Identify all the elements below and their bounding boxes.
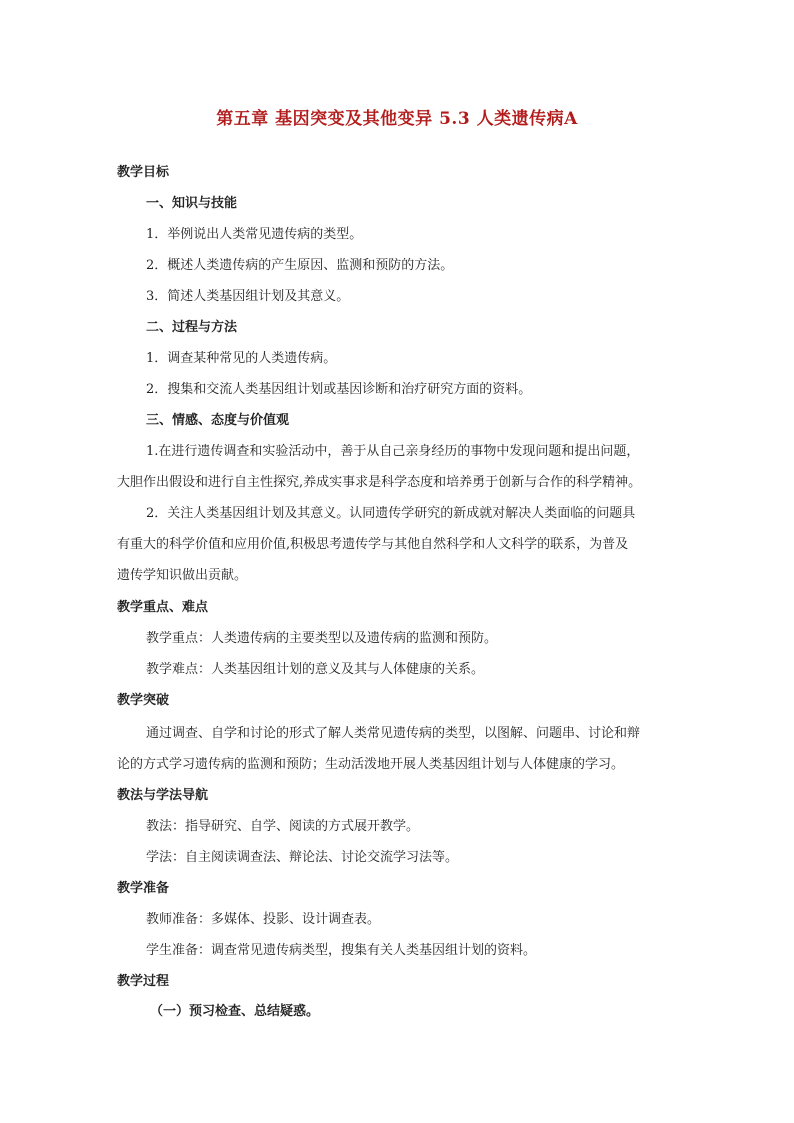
section-heading-methods: 教法与学法导航 (117, 788, 209, 803)
step-heading: （一）预习检查、总结疑惑。 (150, 1004, 320, 1019)
paragraph-line: 大胆作出假设和进行自主性探究,养成实事求是科学态度和培养勇于创新与合作的科学精神。 (117, 475, 642, 490)
paragraph-line: 教学难点：人类基因组计划的意义及其与人体健康的关系。 (146, 662, 485, 677)
section-heading-prep: 教学准备 (117, 881, 170, 896)
paragraph-line: 通过调查、自学和讨论的形式了解人类常见遗传病的类型，以图解、问题串、讨论和辩 (146, 726, 641, 741)
paragraph-line: 学生准备：调查常见遗传病类型，搜集有关人类基因组计划的资料。 (146, 943, 537, 958)
paragraph-line: 有重大的科学价值和应用价值,积极思考遗传学与其他自然科学和人文科学的联系，为普及 (117, 537, 629, 552)
paragraph-line: 教学重点：人类遗传病的主要类型以及遗传病的监测和预防。 (146, 631, 498, 646)
section-heading-goals: 教学目标 (117, 165, 170, 180)
paragraph-line: 遗传学知识做出贡献。 (117, 568, 248, 583)
section-heading-process: 教学过程 (117, 974, 170, 989)
list-item: 1．调查某种常见的人类遗传病。 (146, 351, 337, 366)
paragraph-line: 1.在进行遗传调查和实验活动中，善于从自己亲身经历的事物中发现问题和提出问题， (146, 444, 640, 459)
list-item: 2．搜集和交流人类基因组计划或基因诊断和治疗研究方面的资料。 (146, 382, 532, 397)
paragraph-line: 论的方式学习遗传病的监测和预防；生动活泼地开展人类基因组计划与人体健康的学习。 (117, 757, 625, 772)
paragraph-line: 教法：指导研究、自学、阅读的方式展开教学。 (146, 819, 420, 834)
paragraph-line: 学法：自主阅读调查法、辩论法、讨论交流学习法等。 (146, 850, 459, 865)
subsection-heading-process: 二、过程与方法 (146, 320, 238, 335)
section-heading-breakthrough: 教学突破 (117, 693, 170, 708)
list-item: 1．举例说出人类常见遗传病的类型。 (146, 227, 363, 242)
subsection-heading-knowledge: 一、知识与技能 (146, 196, 238, 211)
list-item: 2．概述人类遗传病的产生原因、监测和预防的方法。 (146, 258, 454, 273)
section-heading-focus: 教学重点、难点 (117, 600, 209, 615)
paragraph-line: 教师准备：多媒体、投影、设计调查表。 (146, 912, 381, 927)
list-item: 3．简述人类基因组计划及其意义。 (146, 289, 350, 304)
paragraph-line: 2．关注人类基因组计划及其意义。认同遗传学研究的新成就对解决人类面临的问题具 (146, 506, 636, 521)
subsection-heading-attitude: 三、情感、态度与价值观 (146, 413, 290, 428)
document-title: 第五章 基因突变及其他变异 5.3 人类遗传病A (216, 109, 578, 129)
